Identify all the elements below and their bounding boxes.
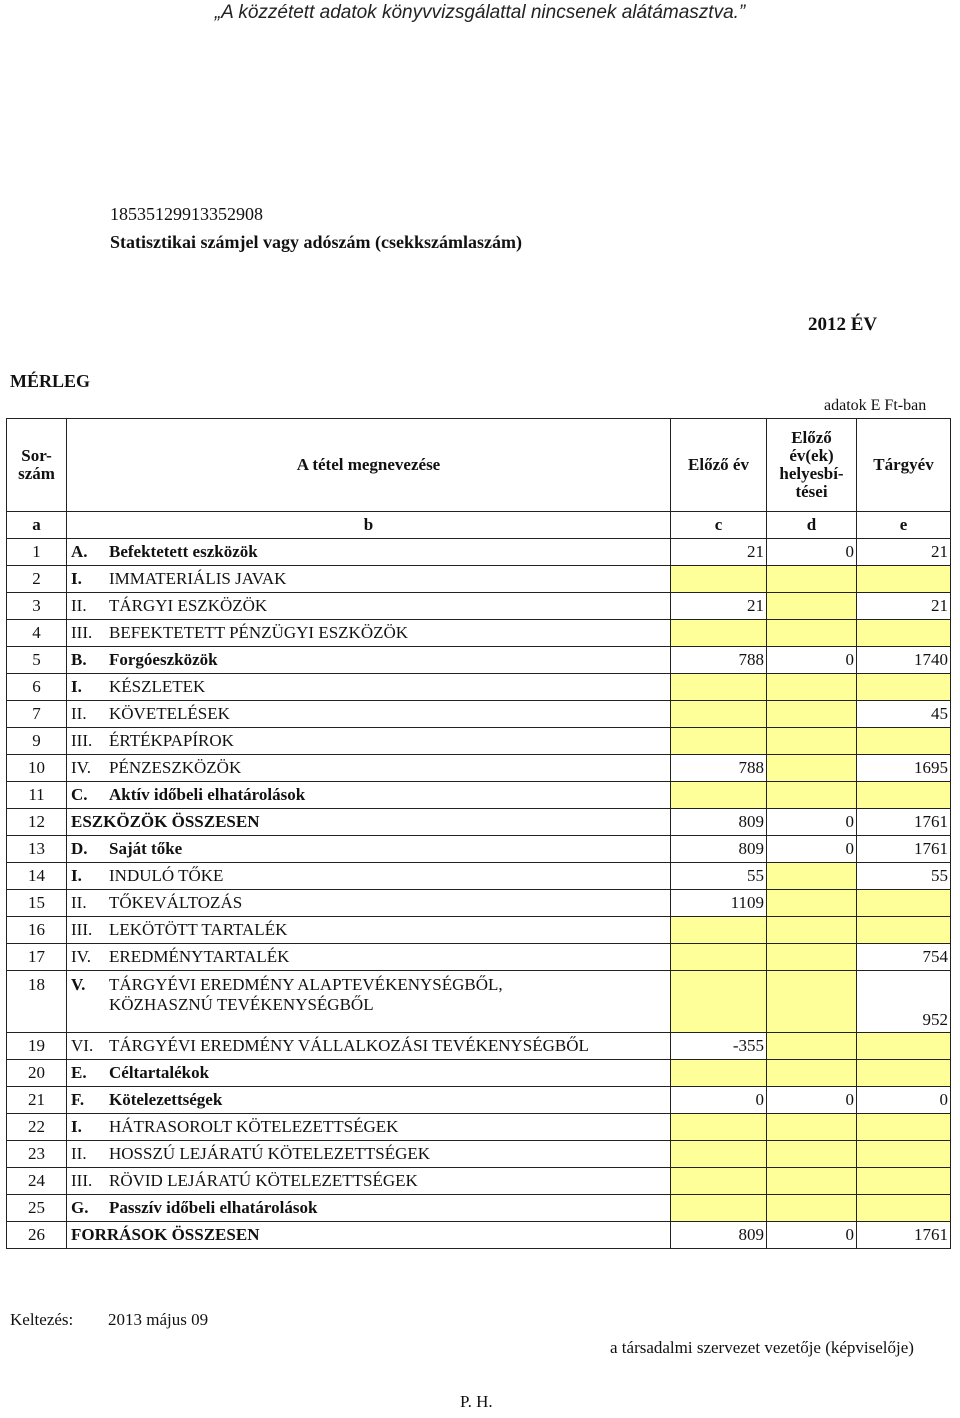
row-number: 24	[7, 1168, 67, 1195]
table-row	[7, 782, 951, 809]
row-prefix: II.	[71, 893, 87, 912]
row-number: 20	[7, 1060, 67, 1087]
cell-curr: 952	[857, 971, 951, 1033]
cell-curr	[857, 1141, 951, 1168]
row-label	[67, 836, 671, 863]
row-label-text: Aktív időbeli elhatárolások	[109, 785, 306, 804]
row-number: 2	[7, 566, 67, 593]
row-label	[67, 1033, 671, 1060]
cell-adj	[767, 917, 857, 944]
row-label	[67, 809, 671, 836]
row-label	[67, 971, 671, 1033]
column-letter-row	[7, 512, 951, 539]
row-label-text: ESZKÖZÖK ÖSSZESEN	[71, 812, 260, 831]
date-label: Keltezés:	[10, 1310, 74, 1329]
row-label-text: INDULÓ TŐKE	[109, 866, 224, 885]
row-label	[67, 782, 671, 809]
tax-id: 18535129913352908	[110, 204, 263, 224]
row-prefix: F.	[71, 1090, 85, 1109]
cell-adj: 0	[767, 809, 857, 836]
row-label-text-2: KÖZHASZNÚ TEVÉKENYSÉGBŐL	[109, 995, 374, 1014]
cell-adj	[767, 890, 857, 917]
cell-curr	[857, 1168, 951, 1195]
header-name: A tétel megnevezése	[67, 419, 671, 512]
row-prefix: II.	[71, 596, 87, 615]
cell-curr	[857, 620, 951, 647]
cell-adj: 0	[767, 1087, 857, 1114]
cell-prev	[671, 1141, 767, 1168]
table-row	[7, 1195, 951, 1222]
table-row	[7, 1114, 951, 1141]
row-number: 6	[7, 674, 67, 701]
cell-prev: 809	[671, 1222, 767, 1249]
row-label	[67, 647, 671, 674]
cell-curr	[857, 1033, 951, 1060]
row-number: 10	[7, 755, 67, 782]
cell-prev: 788	[671, 755, 767, 782]
row-prefix: I.	[71, 569, 82, 588]
row-label	[67, 620, 671, 647]
cell-adj	[767, 944, 857, 971]
cell-prev: 55	[671, 863, 767, 890]
row-number: 16	[7, 917, 67, 944]
cell-adj	[767, 755, 857, 782]
cell-curr: 21	[857, 539, 951, 566]
cell-prev: 809	[671, 809, 767, 836]
cell-prev	[671, 1114, 767, 1141]
table-row	[7, 539, 951, 566]
row-prefix: B.	[71, 650, 87, 669]
cell-prev	[671, 917, 767, 944]
row-prefix: II.	[71, 704, 87, 723]
cell-curr	[857, 566, 951, 593]
row-label-text: TÁRGYÉVI EREDMÉNY ALAPTEVÉKENYSÉGBŐL,	[109, 975, 503, 994]
date-value: 2013 május 09	[108, 1310, 209, 1329]
row-prefix: IV.	[71, 758, 91, 777]
cell-prev: 0	[671, 1087, 767, 1114]
row-label	[67, 755, 671, 782]
letter-d: d	[767, 512, 857, 539]
balance-sheet-table	[6, 418, 951, 1249]
cell-prev	[671, 674, 767, 701]
row-prefix: I.	[71, 677, 82, 696]
table-row	[7, 755, 951, 782]
row-label	[67, 593, 671, 620]
row-label	[67, 1114, 671, 1141]
table-row	[7, 1087, 951, 1114]
row-label-text: RÖVID LEJÁRATÚ KÖTELEZETTSÉGEK	[109, 1171, 418, 1190]
row-label-text: Kötelezettségek	[109, 1090, 223, 1109]
cell-curr: 754	[857, 944, 951, 971]
cell-curr	[857, 1114, 951, 1141]
table-row	[7, 1060, 951, 1087]
row-number: 5	[7, 647, 67, 674]
row-prefix: C.	[71, 785, 88, 804]
cell-prev	[671, 782, 767, 809]
cell-curr	[857, 728, 951, 755]
row-label	[67, 1222, 671, 1249]
cell-adj	[767, 782, 857, 809]
row-prefix: III.	[71, 920, 93, 939]
cell-adj	[767, 1141, 857, 1168]
row-label	[67, 944, 671, 971]
cell-curr: 21	[857, 593, 951, 620]
signer-label: a társadalmi szervezet vezetője (képviselője)	[610, 1338, 914, 1357]
row-label	[67, 566, 671, 593]
row-label-text: Forgóeszközök	[109, 650, 218, 669]
row-number: 9	[7, 728, 67, 755]
row-label	[67, 539, 671, 566]
table-row	[7, 1222, 951, 1249]
cell-curr: 1761	[857, 809, 951, 836]
row-label-text: Befektetett eszközök	[109, 542, 258, 561]
cell-prev: 21	[671, 539, 767, 566]
row-label	[67, 728, 671, 755]
cell-adj	[767, 1060, 857, 1087]
row-label-text: TÁRGYÉVI EREDMÉNY VÁLLALKOZÁSI TEVÉKENYSÉGBŐL	[109, 1036, 589, 1055]
cell-curr: 1695	[857, 755, 951, 782]
cell-curr	[857, 1195, 951, 1222]
table-row	[7, 620, 951, 647]
row-label-text: Céltartalékok	[109, 1063, 210, 1082]
table-row	[7, 809, 951, 836]
row-label-text: HOSSZÚ LEJÁRATÚ KÖTELEZETTSÉGEK	[109, 1144, 431, 1163]
row-number: 18	[7, 971, 67, 1033]
row-label-text: KÖVETELÉSEK	[109, 704, 230, 723]
row-prefix: I.	[71, 1117, 82, 1136]
row-prefix: I.	[71, 866, 82, 885]
cell-adj	[767, 971, 857, 1033]
section-title: MÉRLEG	[10, 371, 91, 391]
row-number: 12	[7, 809, 67, 836]
row-prefix: A.	[71, 542, 88, 561]
row-label-text: TÁRGYI ESZKÖZÖK	[109, 596, 268, 615]
cell-curr	[857, 890, 951, 917]
table-row	[7, 1141, 951, 1168]
table-row	[7, 917, 951, 944]
cell-prev: 1109	[671, 890, 767, 917]
cell-adj	[767, 1033, 857, 1060]
row-label-text: Saját tőke	[109, 839, 183, 858]
row-label-text: BEFEKTETETT PÉNZÜGYI ESZKÖZÖK	[109, 623, 409, 642]
letter-e: e	[857, 512, 951, 539]
row-number: 19	[7, 1033, 67, 1060]
disclaimer-note: „A közzétett adatok könyvvizsgálattal nincsenek alátámasztva.”	[214, 2, 746, 23]
stamp-label: P. H.	[460, 1392, 493, 1411]
cell-prev	[671, 1168, 767, 1195]
cell-adj: 0	[767, 539, 857, 566]
table-header-row	[7, 419, 951, 512]
table-row	[7, 1033, 951, 1060]
header-adj: Előző év(ek) helyesbí-tései	[767, 419, 857, 512]
cell-curr	[857, 782, 951, 809]
row-prefix: G.	[71, 1198, 89, 1217]
cell-curr: 1740	[857, 647, 951, 674]
letter-b: b	[67, 512, 671, 539]
cell-prev: -355	[671, 1033, 767, 1060]
row-label-text: KÉSZLETEK	[109, 677, 206, 696]
row-prefix: III.	[71, 1171, 93, 1190]
cell-prev	[671, 1195, 767, 1222]
cell-prev	[671, 1060, 767, 1087]
cell-prev: 21	[671, 593, 767, 620]
table-row	[7, 674, 951, 701]
row-prefix: VI.	[71, 1036, 94, 1055]
table-row	[7, 566, 951, 593]
table-row	[7, 863, 951, 890]
letter-a: a	[7, 512, 67, 539]
row-number: 3	[7, 593, 67, 620]
row-number: 23	[7, 1141, 67, 1168]
cell-adj: 0	[767, 1222, 857, 1249]
row-label	[67, 863, 671, 890]
header-curr: Tárgyév	[857, 419, 951, 512]
cell-adj: 0	[767, 647, 857, 674]
row-label-text: Passzív időbeli elhatárolások	[109, 1198, 318, 1217]
cell-prev	[671, 620, 767, 647]
table-row	[7, 890, 951, 917]
cell-curr: 0	[857, 1087, 951, 1114]
cell-prev	[671, 971, 767, 1033]
table-row	[7, 593, 951, 620]
cell-curr	[857, 1060, 951, 1087]
row-prefix: II.	[71, 1144, 87, 1163]
cell-adj	[767, 674, 857, 701]
row-number: 22	[7, 1114, 67, 1141]
row-number: 17	[7, 944, 67, 971]
row-number: 1	[7, 539, 67, 566]
tax-id-label: Statisztikai számjel vagy adószám (csekkszámlaszám)	[110, 232, 522, 252]
row-prefix: IV.	[71, 947, 91, 966]
letter-c: c	[671, 512, 767, 539]
cell-adj: 0	[767, 836, 857, 863]
row-label	[67, 1168, 671, 1195]
row-label	[67, 890, 671, 917]
row-label-text: IMMATERIÁLIS JAVAK	[109, 569, 287, 588]
header-prev: Előző év	[671, 419, 767, 512]
row-label-text: HÁTRASOROLT KÖTELEZETTSÉGEK	[109, 1117, 399, 1136]
table-row	[7, 836, 951, 863]
row-prefix: D.	[71, 839, 88, 858]
cell-prev	[671, 566, 767, 593]
cell-adj	[767, 728, 857, 755]
row-label-text: FORRÁSOK ÖSSZESEN	[71, 1225, 260, 1244]
cell-curr	[857, 917, 951, 944]
row-label	[67, 917, 671, 944]
cell-adj	[767, 863, 857, 890]
row-label	[67, 674, 671, 701]
cell-curr	[857, 674, 951, 701]
cell-adj	[767, 620, 857, 647]
cell-adj	[767, 566, 857, 593]
row-label	[67, 1060, 671, 1087]
table-row	[7, 728, 951, 755]
cell-adj	[767, 701, 857, 728]
cell-curr: 1761	[857, 836, 951, 863]
year-label: 2012 ÉV	[808, 314, 878, 335]
row-number: 14	[7, 863, 67, 890]
table-row	[7, 971, 951, 1033]
row-label-text: TŐKEVÁLTOZÁS	[109, 893, 243, 912]
row-label-text: ÉRTÉKPAPÍROK	[109, 731, 234, 750]
row-number: 13	[7, 836, 67, 863]
cell-curr: 45	[857, 701, 951, 728]
cell-prev	[671, 728, 767, 755]
row-number: 4	[7, 620, 67, 647]
unit-note: adatok E Ft-ban	[824, 397, 927, 414]
cell-adj	[767, 1168, 857, 1195]
row-number: 25	[7, 1195, 67, 1222]
row-label	[67, 1087, 671, 1114]
cell-adj	[767, 1114, 857, 1141]
table-row	[7, 701, 951, 728]
row-prefix: III.	[71, 623, 93, 642]
cell-adj	[767, 593, 857, 620]
cell-prev	[671, 701, 767, 728]
cell-prev	[671, 944, 767, 971]
row-number: 15	[7, 890, 67, 917]
row-label-text: LEKÖTÖTT TARTALÉK	[109, 920, 288, 939]
table-row	[7, 944, 951, 971]
row-prefix: V.	[71, 975, 86, 994]
cell-adj	[767, 1195, 857, 1222]
cell-curr: 1761	[857, 1222, 951, 1249]
row-number: 26	[7, 1222, 67, 1249]
table-row	[7, 647, 951, 674]
row-prefix: E.	[71, 1063, 87, 1082]
row-label-text: EREDMÉNYTARTALÉK	[109, 947, 290, 966]
row-label-text: PÉNZESZKÖZÖK	[109, 758, 242, 777]
cell-prev: 788	[671, 647, 767, 674]
table-row	[7, 1168, 951, 1195]
row-number: 11	[7, 782, 67, 809]
row-label	[67, 701, 671, 728]
header-num: Sor-szám	[7, 419, 67, 512]
cell-prev: 809	[671, 836, 767, 863]
row-number: 7	[7, 701, 67, 728]
row-number: 21	[7, 1087, 67, 1114]
row-prefix: III.	[71, 731, 93, 750]
row-label	[67, 1195, 671, 1222]
row-label	[67, 1141, 671, 1168]
cell-curr: 55	[857, 863, 951, 890]
